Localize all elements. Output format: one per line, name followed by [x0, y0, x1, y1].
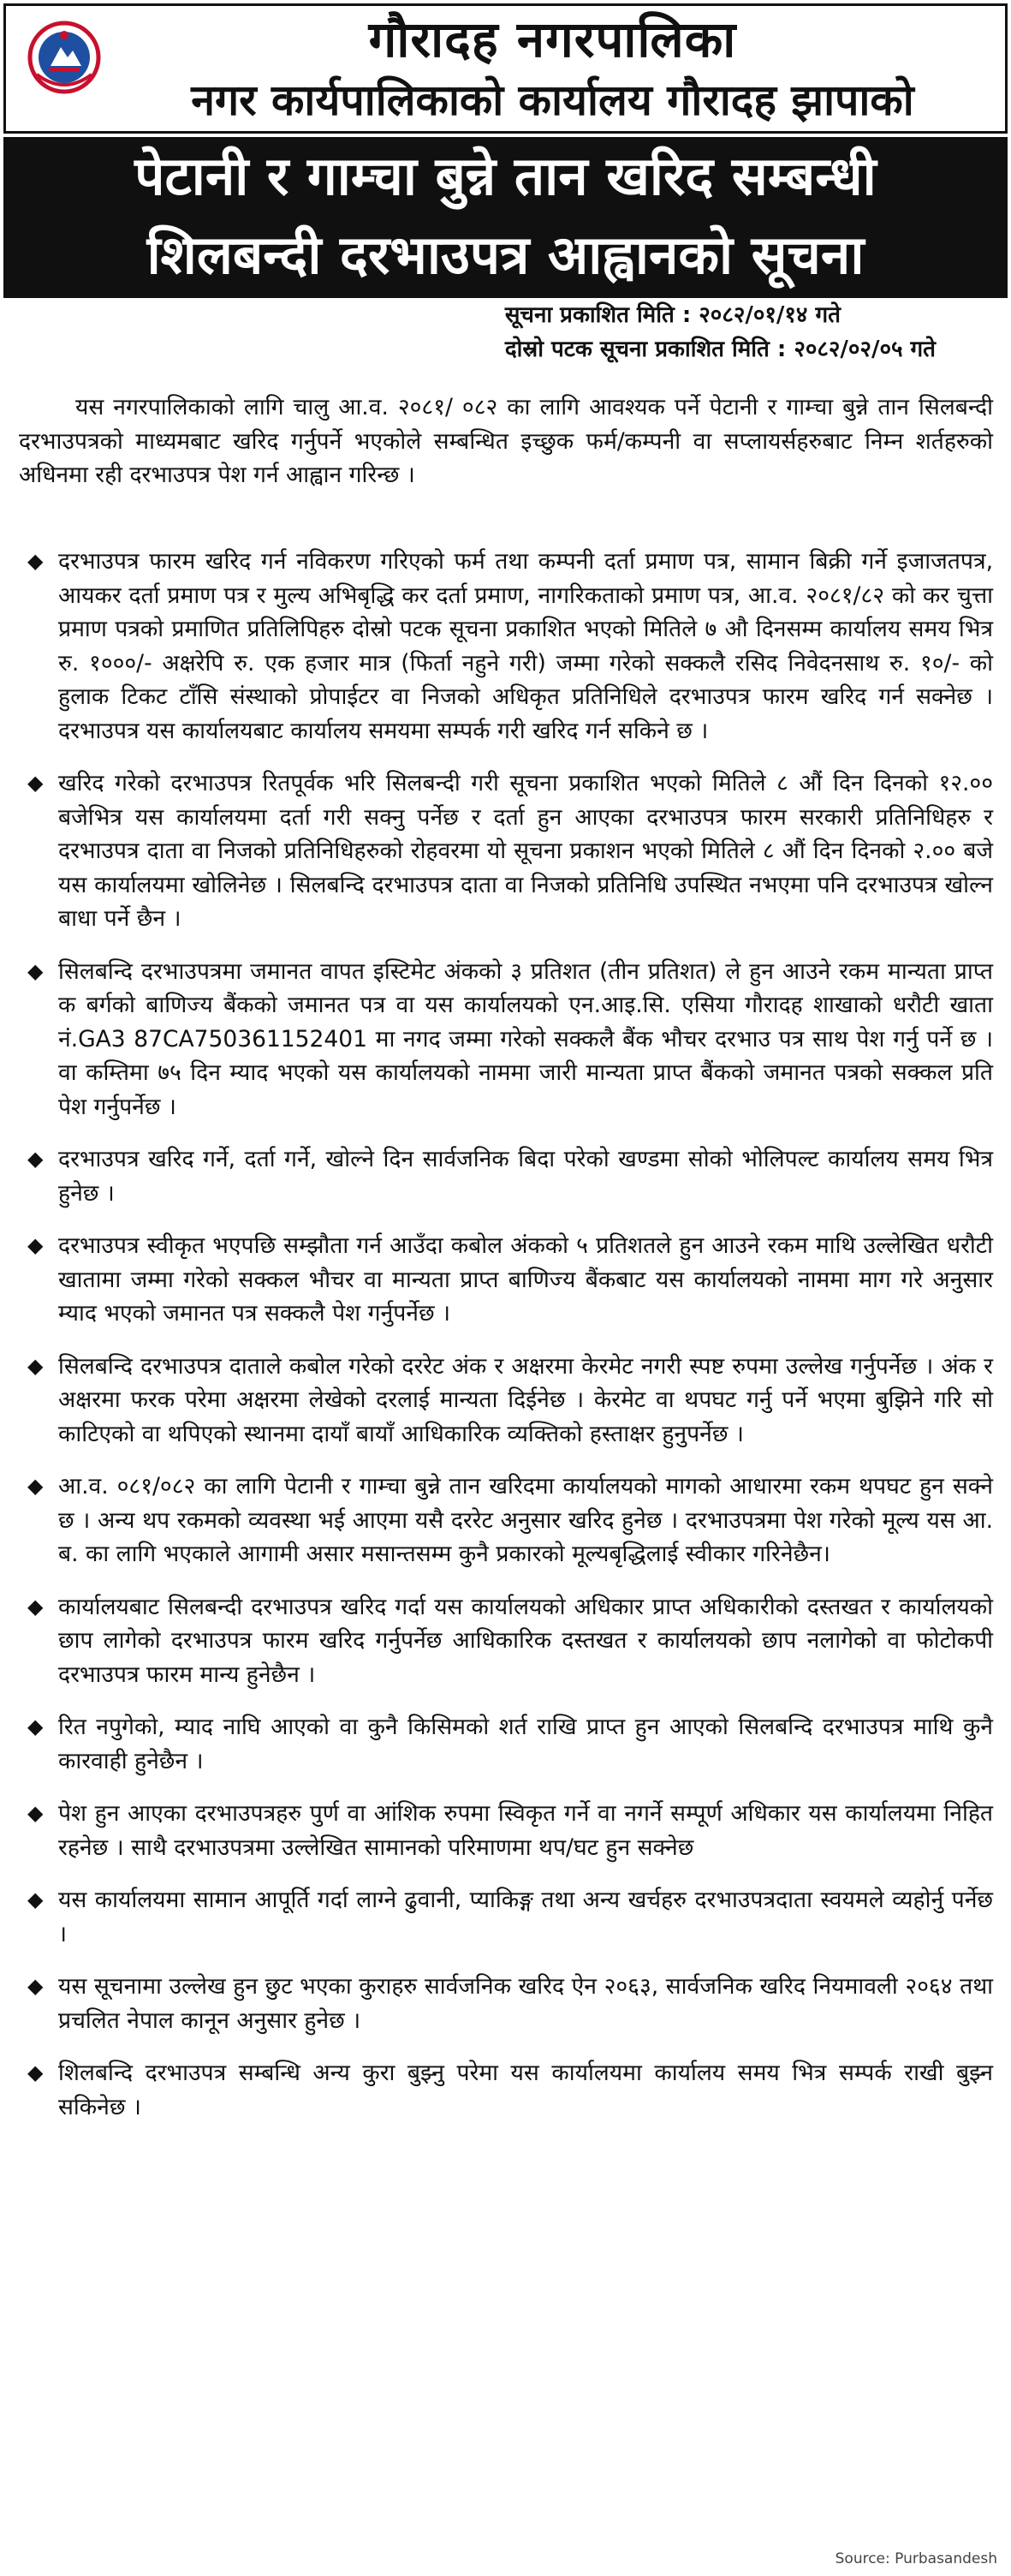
condition-item	[19, 1590, 993, 1692]
diamond-bullet-icon: ◆	[27, 2060, 44, 2084]
published-date: सूचना प्रकाशित मिति : २०८२/०१/१४ गते	[504, 302, 841, 328]
condition-item	[19, 1710, 993, 1778]
diamond-bullet-icon: ◆	[27, 549, 44, 573]
diamond-bullet-icon: ◆	[27, 1801, 44, 1825]
condition-text: कार्यालयबाट सिलबन्दी दरभाउपत्र खरिद गर्दा यस कार्यालयको अधिकार प्राप्त अधिकारीको दस्तखत र कार्यालयको छाप लागेको दरभाउपत्र फारम खरिद गर्नुपर्नेछ आधिकारिक दस्तखत र कार्यालयको छाप नलागेको वा फोटोकपी दरभाउपत्र फारम मान्य हुनेछैन ।	[58, 1593, 993, 1688]
conditions-list	[19, 545, 993, 2143]
condition-item	[19, 1142, 993, 1210]
condition-text: दरभाउपत्र स्वीकृत भएपछि सम्झौता गर्न आउँदा कबोल अंकको ५ प्रतिशतले हुन आउने रकम माथि उल्लेखित धरौटी खातामा जम्मा गरेको सक्कल भौचर वा मान्यता प्राप्त बाणिज्य बैंकबाट यस कार्यालयको नाममा माग गरे अनुसार म्याद भएको जमानत पत्र सक्कलै पेश गर्नुपर्नेछ ।	[58, 1232, 993, 1327]
condition-text: दरभाउपत्र फारम खरिद गर्न नविकरण गरिएको फर्म तथा कम्पनी दर्ता प्रमाण पत्र, सामान बिक्री गर्ने इजाजतपत्र, आयकर दर्ता प्रमाण पत्र र मुल्य अभिबृद्धि कर दर्ता प्रमाण, नागरिकताको प्रमाण पत्र, आ.व. २०८१/८२ को कर चुत्ता प्रमाण पत्रको प्रमाणित प्रतिलिपिहरु दोस्रो पटक सूचना प्रकाशित भएको मितिले ७ औ दिनसम्म कार्यालय समय भित्र रु. १०००/- अक्षरेपि रु. एक हजार मात्र (फिर्ता नहुने गरी) जम्मा गरेको सक्कलै रसिद निवेदनसाथ रु. १०/- को हुलाक टिकट टाँसि संस्थाको प्रोपाईटर वा निजको अधिकृत प्रतिनिधिले दरभाउपत्र फारम खरिद गर्न सक्नेछ । दरभाउपत्र यस कार्यालयबाट कार्यालय समयमा सम्पर्क गरी खरिद गर्न सकिने छ ।	[58, 548, 993, 744]
diamond-bullet-icon: ◆	[27, 771, 44, 795]
condition-text: सिलबन्दि दरभाउपत्रमा जमानत वापत इस्टिमेट अंकको ३ प्रतिशत (तीन प्रतिशत) ले हुन आउने रकम मान्यता प्राप्त क बर्गको बाणिज्य बैंकको जमानत पत्र वा यस कार्यालयको एन.आइ.सि. एसिया गौरादह शाखाको धरौटी खाता नं.GA3 87CA750361152401 मा नगद जम्मा गरेको सक्कलै बैंक भौचर दरभाउ पत्र साथ पेश गर्नु पर्ने छ । वा कम्तिमा ७५ दिन म्याद भएको यस कार्यालयको नाममा जारी मान्यता प्राप्त बैंकको जमानत पत्रको सक्कल प्रति पेश गर्नुपर्नेछ ।	[58, 957, 993, 1120]
office-name: नगर कार्यपालिकाको कार्यालय गौरादह झापाको	[191, 75, 914, 125]
condition-item	[19, 1883, 993, 1951]
condition-text: रित नपुगेको, म्याद नाघि आएको वा कुनै किसिमको शर्त राखि प्राप्त हुन आएको सिलबन्दि दरभाउपत्र माथि कुनै कारवाही हुनेछैन ।	[58, 1714, 993, 1774]
diamond-bullet-icon: ◆	[27, 1353, 44, 1378]
header-box	[3, 3, 1008, 134]
notice-title-line-2: शिलबन्दी दरभाउपत्र आह्वानको सूचना	[146, 224, 865, 286]
condition-item	[19, 1229, 993, 1331]
condition-item	[19, 2056, 993, 2124]
intro-paragraph: यस नगरपालिकाको लागि चालु आ.व. २०८१/ ०८२ का लागि आवश्यक पर्ने पेटानी र गाम्चा बुन्ने तान सिलबन्दी दरभाउपत्रको माध्यमबाट खरिद गर्नुपर्ने भएकोले सम्बन्धित इच्छुक फर्म/कम्पनी वा सप्लायर्सहरुबाट निम्न शर्तहरुको अधिनमा रही दरभाउपत्र पेश गर्न आह्वान गरिन्छ ।	[19, 394, 993, 488]
municipality-name: गौरादह नगरपालिका	[368, 10, 737, 69]
condition-item	[19, 1470, 993, 1571]
diamond-bullet-icon: ◆	[27, 958, 44, 983]
diamond-bullet-icon: ◆	[27, 1147, 44, 1171]
condition-text: दरभाउपत्र खरिद गर्ने, दर्ता गर्ने, खोल्ने दिन सार्वजनिक बिदा परेको खण्डमा सोको भोलिपल्ट कार्यालय समय भित्र हुनेछ ।	[58, 1146, 993, 1207]
notice-title-line-1: पेटानी र गाम्चा बुन्ने तान खरिद सम्बन्धी	[134, 145, 877, 207]
source-credit: Source: Purbasandesh	[835, 2550, 997, 2567]
condition-text: सिलबन्दि दरभाउपत्र दाताले कबोल गरेको दररेट अंक र अक्षरमा केरमेट नगरी स्पष्ट रुपमा उल्लेख गर्नुपर्नेछ । अंक र अक्षरमा फरक परेमा अक्षरमा लेखेको दरलाई मान्यता दिईनेछ । केरमेट वा थपघट गर्नु पर्ने भएमा बुझिने गरि सो काटिएको वा थपिएको स्थानमा दायाँ बायाँ आधिकारिक व्यक्तिको हस्ताक्षर हुनुपर्नेछ ।	[58, 1352, 993, 1447]
condition-item	[19, 1797, 993, 1864]
publication-dates	[505, 298, 936, 367]
condition-item	[19, 1970, 993, 2037]
condition-text: खरिद गरेको दरभाउपत्र रितपूर्वक भरि सिलबन्दी गरी सूचना प्रकाशित भएको मितिले ८ औं दिन दिनको १२.०० बजेभित्र यस कार्यालयमा दर्ता गरी सक्नु पर्नेछ र दर्ता हुन आएका दरभाउपत्र फारम सरकारी प्रतिनिधिहरु र दरभाउपत्र दाता वा निजको प्रतिनिधिहरुको रोहवरमा यो सूचना प्रकाशन भएको मितिले ८ औं दिन दिनको २.०० बजे यस कार्यालयमा खोलिनेछ । सिलबन्दि दरभाउपत्र दाता वा निजको प्रतिनिधि उपस्थित नभएमा पनि दरभाउपत्र खोल्न बाधा पर्ने छैन ।	[58, 770, 993, 932]
diamond-bullet-icon: ◆	[27, 1233, 44, 1257]
condition-item	[19, 1350, 993, 1452]
notice-title-band	[3, 137, 1008, 298]
municipality-emblem-icon	[25, 18, 104, 97]
condition-text: आ.व. ०८१/०८२ का लागि पेटानी र गाम्चा बुन्ने तान खरिदमा कार्यालयको मागको आधारमा रकम थपघट हुन सक्ने छ । अन्य थप रकमको व्यवस्था भई आएमा यसै दररेट अनुसार खरिद हुनेछ । दरभाउपत्रमा पेश गरेको मूल्य यस आ. ब. का लागि भएकाले आगामी असार मसान्तसम्म कुनै प्रकारको मूल्यबृद्धिलाई स्वीकार गरिनेछैन।	[58, 1473, 993, 1567]
diamond-bullet-icon: ◆	[27, 1974, 44, 1998]
condition-item	[19, 545, 993, 748]
diamond-bullet-icon: ◆	[27, 1594, 44, 1619]
diamond-bullet-icon: ◆	[27, 1887, 44, 1911]
condition-text: पेश हुन आएका दरभाउपत्रहरु पुर्ण वा आंशिक रुपमा स्विकृत गर्ने वा नगर्ने सम्पूर्ण अधिकार यस कार्यालयमा निहित रहनेछ । साथै दरभाउपत्रमा उल्लेखित सामानको परिमाणमा थप/घट हुन सक्नेछ	[58, 1800, 993, 1861]
condition-text: शिलबन्दि दरभाउपत्र सम्बन्धि अन्य कुरा बुझ्नु परेमा यस कार्यालयमा कार्यालय समय भित्र सम्पर्क राखी बुझ्न सकिनेछ ।	[58, 2060, 993, 2120]
condition-text: यस कार्यालयमा सामान आपूर्ति गर्दा लाग्ने ढुवानी, प्याकिङ्ग तथा अन्य खर्चहरु दरभाउपत्रदाता स्वयमले व्यहोर्नु पर्नेछ ।	[58, 1887, 993, 1947]
condition-item	[19, 766, 993, 936]
condition-item	[19, 955, 993, 1124]
diamond-bullet-icon: ◆	[27, 1714, 44, 1738]
second-published-date: दोस्रो पटक सूचना प्रकाशित मिति : २०८२/०२/०५ गते	[504, 337, 936, 362]
diamond-bullet-icon: ◆	[27, 1474, 44, 1498]
condition-text: यस सूचनामा उल्लेख हुन छुट भएका कुराहरु सार्वजनिक खरिद ऐन २०६३, सार्वजनिक खरिद नियमावली २०६४ तथा प्रचलित नेपाल कानून अनुसार हुनेछ ।	[58, 1973, 993, 2034]
